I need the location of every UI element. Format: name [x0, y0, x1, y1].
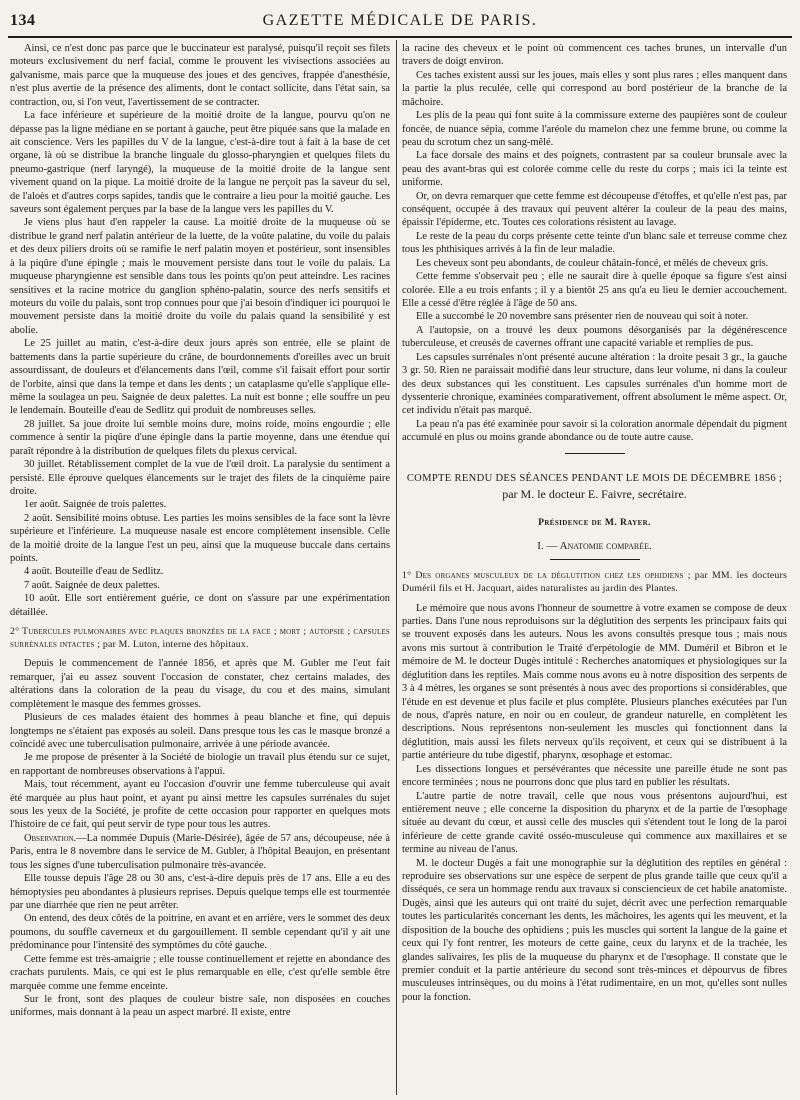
paragraph: Les dissections longues et persévérantes que nécessite une pareille étude ne sont pas encore terminées ; nous ne pourrons donc que plus tard en publier les résultats. — [402, 763, 787, 789]
paragraph: 30 juillet. Rétablissement complet de la vue de l'œil droit. La paralysie du sentiment a persisté. Elle éprouve quelques élancements sur le trajet des filets de la cinquième paire droite. — [10, 459, 390, 497]
section-separator — [565, 453, 625, 454]
paragraph: Cette femme s'observait peu ; elle ne saurait dire à quelle époque sa figure s'est ainsi colorée. Elle a eu trois enfants ; il y a bientôt 25 ans qu'a eu lieu le dernier accouchement. Elle a cessé d'être réglée à l'âge de 50 ans. — [402, 271, 787, 310]
paragraph: Ces taches existent aussi sur les joues, mais elles y sont plus rares ; elles manquent dans la partie la plus reculée, celle qui correspond au bord postérieur de la branche de la mâchoire. — [402, 69, 787, 108]
paragraph: la racine des cheveux et le point où commencent ces taches brunes, un intervalle d'un travers de doigt environ. — [402, 43, 787, 68]
journal-title: GAZETTE MÉDICALE DE PARIS. — [262, 12, 538, 29]
paragraph: Le mémoire que nous avons l'honneur de soumettre à votre examen se compose de deux parties. Dans l'une nous reproduisons sur la déglutition des serpents les principaux faits qui se trouvent exposés dans les auteurs. Nous les avons consultés presque tous ; mais nous avons mis surtout à contribution le Traité d'erpétologie de MM. Duméril et Bibron et le mémoire de M. le docteur Dugès intitulé : Recherches anatomiques et physiologiques sur la déglutition dans les reptiles. Mais comme nous avons eu à notre disposition des serpents de 3 à 4 mètres, les organes se sont présentés à nous avec des proportions si considérables, que l'étude en est devenue et plus facile et plus complète. Plusieurs planches exécutées par l'un de nous, d'après nature, en noir ou en couleur, de grandeur naturelle, en complètent les descriptions. Nous représentons non-seulement les muscles qui fonctionnent dans la déglutition, mais aussi les filets nerveux qu'ils reçoivent, et ceux qui se distribuent à la partie antérieure du tube digestif, pharynx, œsophage et estomac. — [402, 602, 787, 762]
right-column — [402, 42, 787, 1097]
paragraph: Les plis de la peau qui font suite à la commissure externe des paupières sont de couleur foncée, de nuance sépia, comme l'aréole du mamelon chez une femme brune, ou comme la peau du scrotum chez un sang-mêlé. — [402, 110, 787, 148]
paragraph: L'autre partie de notre travail, celle que nous vous présentons aujourd'hui, est entièrement neuve ; elle concerne la disposition du pharynx et de la partie de l'œsophage située au devant du cœur, et aussi celle des muscles qui s'étendent tout le long de la paroi inférieure de cette grande cavité osséo-musculeuse qui commence aux maxillaires et se termine au niveau de l'anus. — [402, 790, 787, 856]
column-divider — [396, 40, 397, 1095]
article-heading-title: 1° Des organes musculeux de la déglutition chez les ophidiens ; — [402, 570, 691, 582]
paragraph: Je viens plus haut d'en rappeler la cause. La moitié droite de la muqueuse où se distribue le grand nerf palatin antérieur de la luette, de la voûte palatine, du voile du palais et des deux piliers droits où se ramifie le nerf palatin moyen et postérieur, sont insensibles à la piqûre d'une épingle ; mais le mouvement persiste dans tout le voile du palais. La muqueuse pharyngienne est sensible dans tous les points qu'on peut atteindre. Les racines sensitives et la racine motrice du ganglion sphéno-palatin, source des nerfs sensitifs et moteurs du voile du palais, sont trop connues pour que j'ai besoin d'indiquer ici pourquoi le mouvement persiste dans la moitié droite du voile du palais quand la sensibilité y est abolie. — [10, 217, 390, 336]
paragraph: Plusieurs de ces malades étaient des hommes à peau blanche et fine, qui depuis longtemps ne s'étaient pas exposés au soleil. Dans presque tous les cas le masque bronzé a coïncidé avec une tuberculisation pulmonaire, arrivée à une période avancée. — [10, 712, 390, 750]
paragraph: 4 août. Bouteille d'eau de Sedlitz. — [24, 566, 164, 578]
paragraph: La peau n'a pas été examinée pour savoir si la coloration anormale dépendait du pigment accumulé en plus ou moins grande abondance ou de toute autre cause. — [402, 418, 787, 444]
paragraph: On entend, des deux côtés de la poitrine, en avant et en arrière, vers le sommet des deux poumons, du souffle caverneux et du gargouillement. Il semble cependant qu'il y ait une prédominance pour l'intensité des symptômes du côté gauche. — [10, 913, 390, 952]
header-rule — [8, 36, 792, 38]
section-title: I. — Anatomie comparée. — [537, 540, 652, 553]
paragraph: Les capsules surrénales n'ont présenté aucune altération : la droite pesait 3 gr., la gauche 3 gr. 50. Rien ne paraissait modifié dans leur structure, dans leur volume, ni dans la couleur des deux substances qui les constituent. Les capsules surrénales d'un homme mort de dyssenterie chronique, examinées comparativement, offrent absolument le même aspect. Or, cet individu n'était pas marqué. — [402, 351, 787, 417]
observation-text: —La nommée Dupuis (Marie-Désirée), âgée de 57 ans, découpeuse, née à Paris, entra le 8 novembre dans le service de M. Gubler, à l'hôpital Beaujon, en présentant tous les signes d'une tuberculisation pulmonaire très-avancée. — [10, 832, 390, 871]
paragraph: Le 25 juillet au matin, c'est-à-dire deux jours après son entrée, elle se plaint de battements dans la partie supérieure du crâne, de bourdonnements d'oreilles avec un bruit assourdissant, de douleurs et d'élancements dans l'œil, comme s'il faisait effort pour sortir de l'orbite, ainsi que dans la tempe et dans les dents ; un cataplasme qu'elle s'applique elle-même la soulagea un peu. Saignée de deux palettes. La nuit est bonne ; elle souffre un peu le lendemain. Bouteille d'eau de Sedlitz qui produit de nombreuses selles. — [10, 338, 390, 417]
paragraph: Depuis le commencement de l'année 1856, et après que M. Gubler me l'eut fait remarquer, j'ai eu assez souvent l'occasion de constater, chez certains malades, des altérations dans la coloration de la peau du visage, du cou et des mains, simulant complètement le masque des femmes grosses. — [10, 658, 390, 710]
paragraph: 7 août. Saignée de deux palettes. — [24, 579, 160, 591]
observation-paragraph — [10, 832, 390, 872]
observation-label: Observation. — [24, 832, 77, 844]
paragraph: A l'autopsie, on a trouvé les deux poumons désorganisés par la dégénérescence tuberculeuse, et creusés de cavernes offrant une capacité variable et remplies de pus. — [402, 324, 787, 350]
left-column — [10, 42, 390, 1097]
paragraph: La face inférieure et supérieure de la moitié droite de la langue, pourvu qu'on ne dépasse pas la ligne médiane en se portant à gauche, peut être piquée sans que la malade en ait conscience. Vers les papilles du V de la langue, c'est-à-dire tout à fait à la base de cet organe, là où se distribue la branche linguale du glosso-pharyngien et quelques filets du pneumo-gastrique (nerf laryngé), la muqueuse de la moitié droite de la langue sent vivement quand on la pique. La moitié droite de la langue ne perçoit pas la saveur du sel, de l'aloès et d'autres corps sapides, tandis que le contraire a lieu pour la moitié gauche. Les saveurs sont également perçues par la base de la langue vers les papilles du V. — [10, 110, 390, 216]
report-title: COMPTE RENDU DES SÉANCES PENDANT LE MOIS DE DÉCEMBRE 1856 ; — [406, 472, 783, 484]
report-author: par M. le docteur E. Faivre, secrétaire. — [502, 487, 687, 502]
paragraph: Elle tousse depuis l'âge 28 ou 30 ans, c'est-à-dire depuis près de 17 ans. Elle a eu des hémoptysies peu abondantes à plusieurs reprises. Depuis quelque temps elle est tourmentée par une diarrhée que rien ne peut arrêter. — [10, 873, 390, 911]
article-heading-author: par MM. les docteurs Duméril fils et H. Jacquart, aides naturalistes au jardin des Plantes. — [402, 570, 787, 594]
paragraph: Le reste de la peau du corps présente cette teinte d'un blanc sale et terreuse comme chez tous les phthisiques arrivés à la fin de leur maladie. — [402, 230, 787, 256]
article-heading — [402, 570, 787, 595]
paragraph: 10 août. Elle sort entièrement guérie, ce dont on s'assure par une expérimentation détaillée. — [10, 593, 390, 618]
article-heading — [10, 626, 390, 651]
presidency-line: Présidence de M. Rayer. — [538, 516, 651, 528]
paragraph: Elle a succombé le 20 novembre sans présenter rien de nouveau qui soit à noter. — [416, 311, 749, 323]
section-rule — [550, 559, 640, 560]
paragraph: La face dorsale des mains et des poignets, contrastent par sa couleur brunsale avec la peau des avant-bras qui est colorée comme celle du reste du corps ; mais ici la teinte est uniforme. — [402, 150, 787, 189]
article-heading-title: 2° Tubercules pulmonaires avec plaques bronzées de la face ; mort ; autopsie ; capsules surrénales intactes ; — [10, 626, 390, 650]
paragraph: 1er août. Saignée de trois palettes. — [24, 499, 167, 511]
page-number: 134 — [10, 12, 36, 29]
paragraph: Or, on devra remarquer que cette femme est découpeuse d'étoffes, et qu'elle n'est pas, par conséquent, occupée à des travaux qui peuvent altérer la couleur de la peau des mains, épaissir l'épiderme, etc. Toutes ces colorations résistent au lavage. — [402, 190, 787, 229]
paragraph: Mais, tout récemment, ayant eu l'occasion d'ouvrir une femme tuberculeuse qui avait été marquée au plus haut point, et ayant pu ainsi mettre les capsules surrénales du sujet sous les yeux de la Société, je profite de cette occasion pour rapporter en quelques mots l'histoire de ce fait, qui peut servir de type pour tous les autres. — [10, 779, 390, 831]
paragraph: Je me propose de présenter à la Société de biologie un travail plus étendu sur ce sujet, en rapportant de nombreuses observations à l'appui. — [10, 752, 390, 777]
paragraph: Les cheveux sont peu abondants, de couleur châtain-foncé, et mêlés de cheveux gris. — [416, 257, 769, 269]
paragraph: Ainsi, ce n'est donc pas parce que le buccinateur est paralysé, puisqu'il reçoit ses filets moteurs exclusivement du nerf facial, comme le prouvent les vivisections associées au galvanisme, mais parce que la muqueuse des joues et des gencives, frappée d'anesthésie, n'est plus avertie de la présence des aliments, dont le contact sollicite, dans l'état sain, sa contraction, ou, si l'on veut, l'avertissement de se contracter. — [10, 43, 390, 108]
paragraph: M. le docteur Dugès a fait une monographie sur la déglutition des reptiles en général : reproduire ses observations sur une espèce de serpent de plus grande taille que ceux qu'il a disséqués, ce sera un hommage rendu aux travaux si consciencieux de cet habile anatomiste. Dugès, ainsi que les auteurs qui ont traité du sujet, décrit avec une perfection remarquable toutes les particularités concernant les dents, les mâchoires, les agents qui les meuvent, et la disposition de la bouche des ophidiens ; puis les muscles qui sortent la langue de la gaine et ceux qui l'y font rentrer, les moteurs de cette gaine, ceux du larynx et de la trachée, les glandes salivaires, les plis de la muqueuse du pharynx et de l'œsophage. Il constate que le premier conduit et la partie antérieure du second sont très-minces et dépourvus de fibres musculeuses intrinsèques, ou du moins à l'état rudimentaire, en un mot, qu'elles sont nulles pour la fonction. — [402, 857, 787, 1003]
paragraph: 2 août. Sensibilité moins obtuse. Les parties les moins sensibles de la face sont la lèvre supérieure et l'inférieure. La muqueuse nasale est encore complètement insensible. Celle de la moitié droite de la langue l'est un peu, ainsi que la muqueuse buccale dans certains points. — [10, 512, 390, 565]
paragraph: Sur le front, sont des plaques de couleur bistre sale, non disposées en couches uniformes, mais donnant à la peau un aspect marbré. Il existe, entre — [10, 993, 390, 1019]
paragraph: Cette femme est très-amaigrie ; elle tousse continuellement et rejette en abondance des crachats purulents. Mais, ce qui est le plus remarquable en elle, c'est qu'elle semble être marquée comme une femme enceinte. — [10, 953, 390, 992]
paragraph: 28 juillet. Sa joue droite lui semble moins dure, moins roide, moins engourdie ; elle commence à sentir la piqûre d'une épingle dans la partie moyenne, dans une étendue qui paraît répondre à la distribution de quelques filets du plexus cervical. — [10, 418, 390, 457]
article-heading-author: par M. Luton, interne des hôpitaux. — [100, 638, 249, 650]
page-header — [0, 0, 800, 40]
